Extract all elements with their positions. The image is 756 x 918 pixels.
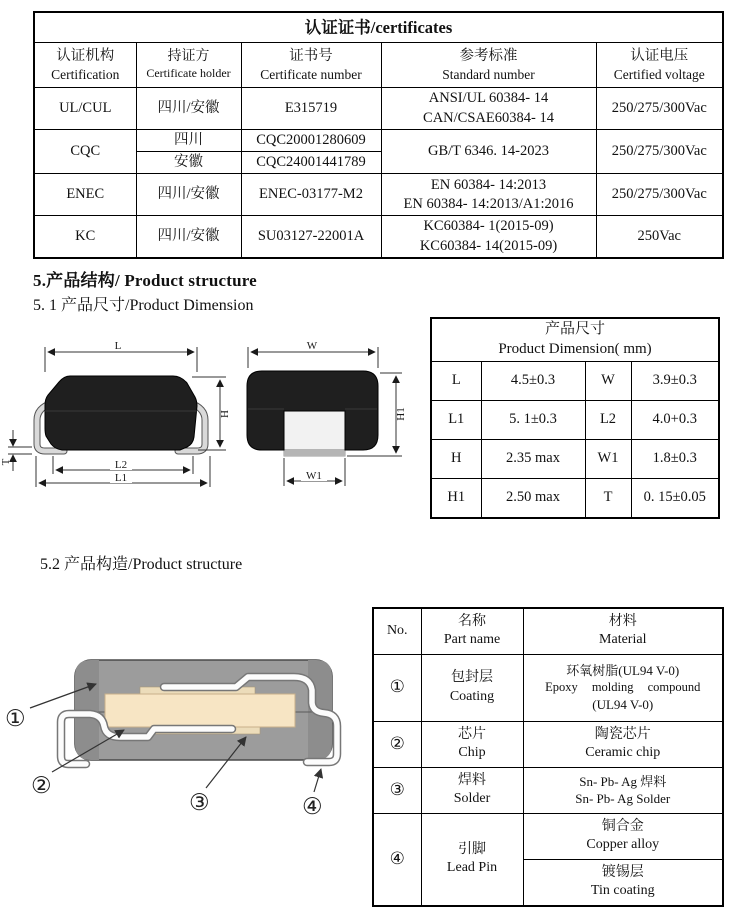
- cell-cert: CQC: [34, 130, 136, 174]
- table-row-ul: [34, 88, 723, 130]
- cell-standard: GB/T 6346. 14-2023: [381, 130, 596, 174]
- structure-table: [372, 607, 724, 907]
- cell-number: E315719: [241, 88, 381, 130]
- table-row: [431, 361, 719, 400]
- table-row-enec: [34, 174, 723, 216]
- table-row-coating: [373, 654, 723, 721]
- dim-key: H1: [431, 478, 481, 518]
- dim-key: L: [431, 361, 481, 400]
- table-row-solder: [373, 767, 723, 813]
- callout-4: ④: [302, 794, 323, 819]
- component-body-side: [45, 376, 197, 450]
- col-header-material: 材料 Material: [523, 608, 723, 654]
- col-header-holder: 持证方 Certificate holder: [136, 43, 241, 88]
- dim-value: 2.50 max: [481, 478, 585, 518]
- col-header-voltage: 认证电压 Certified voltage: [596, 43, 723, 88]
- dim-label-T: T: [0, 458, 12, 466]
- dim-key: W: [585, 361, 631, 400]
- cell-holder: 四川: [136, 130, 241, 152]
- dim-value: 0. 15±0.05: [631, 478, 719, 518]
- cell-voltage: 250/275/300Vac: [596, 88, 723, 130]
- certificates-title-row: [34, 12, 723, 43]
- cell-holder: 四川/安徽: [136, 88, 241, 130]
- ceramic-chip: [105, 694, 295, 727]
- cell-voltage: 250Vac: [596, 216, 723, 258]
- dimension-title-row: [431, 318, 719, 361]
- part-name: 引脚 Lead Pin: [421, 813, 523, 906]
- table-row: [431, 439, 719, 478]
- part-name: 芯片 Chip: [421, 721, 523, 767]
- section-5-heading: 5.产品结构/ Product structure: [33, 271, 257, 290]
- certificates-title: 认证证书/certificates: [34, 12, 723, 43]
- cell-number: CQC20001280609: [241, 130, 381, 152]
- part-name: 焊料 Solder: [421, 767, 523, 813]
- lead-pad-shadow: [284, 449, 345, 456]
- dim-label-L2: L2: [114, 459, 128, 471]
- dim-label-W1: W1: [306, 470, 322, 482]
- dim-value: 5. 1±0.3: [481, 400, 585, 439]
- dim-key: W1: [585, 439, 631, 478]
- dim-value: 4.0+0.3: [631, 400, 719, 439]
- cell-cert: ENEC: [34, 174, 136, 216]
- dim-key: H: [431, 439, 481, 478]
- dim-label-H: H: [219, 410, 231, 418]
- dim-label-L1: L1: [114, 472, 128, 484]
- row-no: ④: [373, 813, 421, 906]
- col-header-part: 名称 Part name: [421, 608, 523, 654]
- dim-label-W: W: [306, 340, 318, 352]
- product-structure-figure: [0, 645, 365, 830]
- row-no: ③: [373, 767, 421, 813]
- structure-header-row: [373, 608, 723, 654]
- product-dimension-drawing: [0, 330, 440, 510]
- material: Sn- Pb- Ag 焊料 Sn- Pb- Ag Solder: [523, 767, 723, 813]
- material: 环氧树脂(UL94 V-0) Epoxy molding compound (UL94 V-0): [523, 654, 723, 721]
- certificates-header-row: [34, 43, 723, 88]
- callout-1: ①: [5, 706, 26, 731]
- certificates-table: [33, 11, 724, 259]
- row-no: ②: [373, 721, 421, 767]
- cell-standard: EN 60384- 14:2013 EN 60384- 14:2013/A1:2016: [381, 174, 596, 216]
- dim-label-L: L: [114, 340, 122, 352]
- table-row-chip: [373, 721, 723, 767]
- dim-value: 2.35 max: [481, 439, 585, 478]
- material: 铜合金 Copper alloy: [523, 813, 723, 859]
- row-no: ①: [373, 654, 421, 721]
- dimension-table: [430, 317, 720, 519]
- col-header-no: No.: [373, 608, 421, 654]
- table-row-leadpin-1: [373, 813, 723, 859]
- cell-number: CQC24001441789: [241, 152, 381, 174]
- table-row: [431, 478, 719, 518]
- dim-key: T: [585, 478, 631, 518]
- cell-standard: ANSI/UL 60384- 14 CAN/CSAE60384- 14: [381, 88, 596, 130]
- table-row-cqc-1: [34, 130, 723, 152]
- cell-voltage: 250/275/300Vac: [596, 130, 723, 174]
- material: 镀锡层 Tin coating: [523, 859, 723, 906]
- col-header-standard: 参考标准 Standard number: [381, 43, 596, 88]
- part-name: 包封层 Coating: [421, 654, 523, 721]
- section-5-2-heading: 5.2 产品构造/Product structure: [40, 556, 243, 573]
- col-header-number: 证书号 Certificate number: [241, 43, 381, 88]
- dim-label-H1: H1: [395, 407, 407, 421]
- table-row: [431, 400, 719, 439]
- dim-key: L2: [585, 400, 631, 439]
- cell-cert: KC: [34, 216, 136, 258]
- cell-holder: 安徽: [136, 152, 241, 174]
- callout-3: ③: [189, 790, 210, 815]
- cell-holder: 四川/安徽: [136, 174, 241, 216]
- cell-number: SU03127-22001A: [241, 216, 381, 258]
- end-view-figure: [247, 340, 407, 486]
- table-row-kc: [34, 216, 723, 258]
- col-header-certification: 认证机构 Certification: [34, 43, 136, 88]
- cell-cert: UL/CUL: [34, 88, 136, 130]
- dim-value: 4.5±0.3: [481, 361, 585, 400]
- material: 陶瓷芯片 Ceramic chip: [523, 721, 723, 767]
- cell-standard: KC60384- 1(2015-09) KC60384- 14(2015-09): [381, 216, 596, 258]
- cell-holder: 四川/安徽: [136, 216, 241, 258]
- side-view-figure: [0, 340, 231, 487]
- dim-value: 3.9±0.3: [631, 361, 719, 400]
- callout-2: ②: [31, 773, 52, 798]
- section-5-1-heading: 5. 1 产品尺寸/Product Dimension: [33, 297, 254, 314]
- cell-number: ENEC-03177-M2: [241, 174, 381, 216]
- dim-key: L1: [431, 400, 481, 439]
- cell-voltage: 250/275/300Vac: [596, 174, 723, 216]
- dimension-title: 产品尺寸 Product Dimension( mm): [431, 318, 719, 361]
- dim-value: 1.8±0.3: [631, 439, 719, 478]
